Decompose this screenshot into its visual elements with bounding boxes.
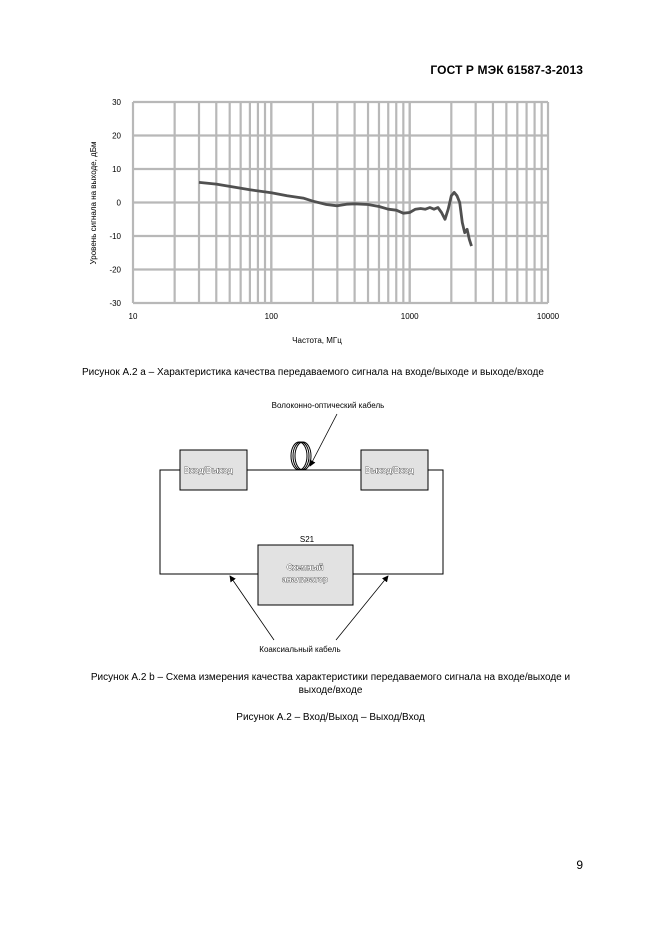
coax-cable-label: Коаксиальный кабель (259, 645, 341, 654)
y-tick-label: -10 (109, 232, 121, 241)
output-input-label: Выход/Вход (365, 466, 414, 475)
y-tick-label: 30 (112, 98, 121, 107)
s21-label: S21 (299, 535, 315, 544)
circuit-analyzer-label-line2: анализатор (282, 575, 328, 584)
y-axis-ticks (109, 98, 121, 308)
x-tick-label: 1000 (400, 312, 419, 321)
figure-main-caption: Рисунок А.2 – Вход/Выход – Выход/Вход (236, 712, 425, 723)
chart-y-axis-label: Уровень сигнала на выходе, дБм (89, 141, 98, 265)
fiber-pointer-arrow (310, 414, 337, 466)
fiber-cable-label: Волоконно-оптический кабель (271, 401, 385, 410)
figure-b-caption (0, 671, 661, 697)
x-axis-ticks (129, 312, 560, 321)
figure-a-caption: Рисунок А.2 a – Характеристика качества передаваемого сигнала на входе/выходе и выходе/входе (82, 367, 544, 378)
input-output-label: Вход/Выход (184, 466, 233, 475)
page-number: 9 (576, 858, 583, 872)
x-tick-label: 10 (128, 312, 138, 321)
y-tick-label: -30 (109, 299, 121, 308)
frequency-response-chart (0, 85, 661, 360)
y-tick-label: 10 (112, 165, 121, 174)
x-tick-label: 10000 (536, 312, 560, 321)
x-tick-label: 100 (264, 312, 279, 321)
fiber-coil-icon (291, 442, 311, 470)
y-tick-label: 20 (112, 131, 121, 141)
chart-x-axis-label: Частота, МГц (292, 336, 342, 345)
figure-b-caption-line2: выходе/входе (298, 685, 363, 696)
measurement-diagram (0, 390, 661, 665)
document-header: ГОСТ Р МЭК 61587-3-2013 (430, 63, 583, 77)
circuit-analyzer-label-line1: Схемный (286, 563, 324, 572)
figure-b-caption-line1: Рисунок А.2 b – Схема измерения качества характеристики передаваемого сигнала на входе/выходе и (90, 672, 571, 683)
y-tick-label: 0 (116, 198, 121, 208)
y-tick-label: -20 (109, 265, 121, 275)
chart-grid (133, 102, 548, 303)
